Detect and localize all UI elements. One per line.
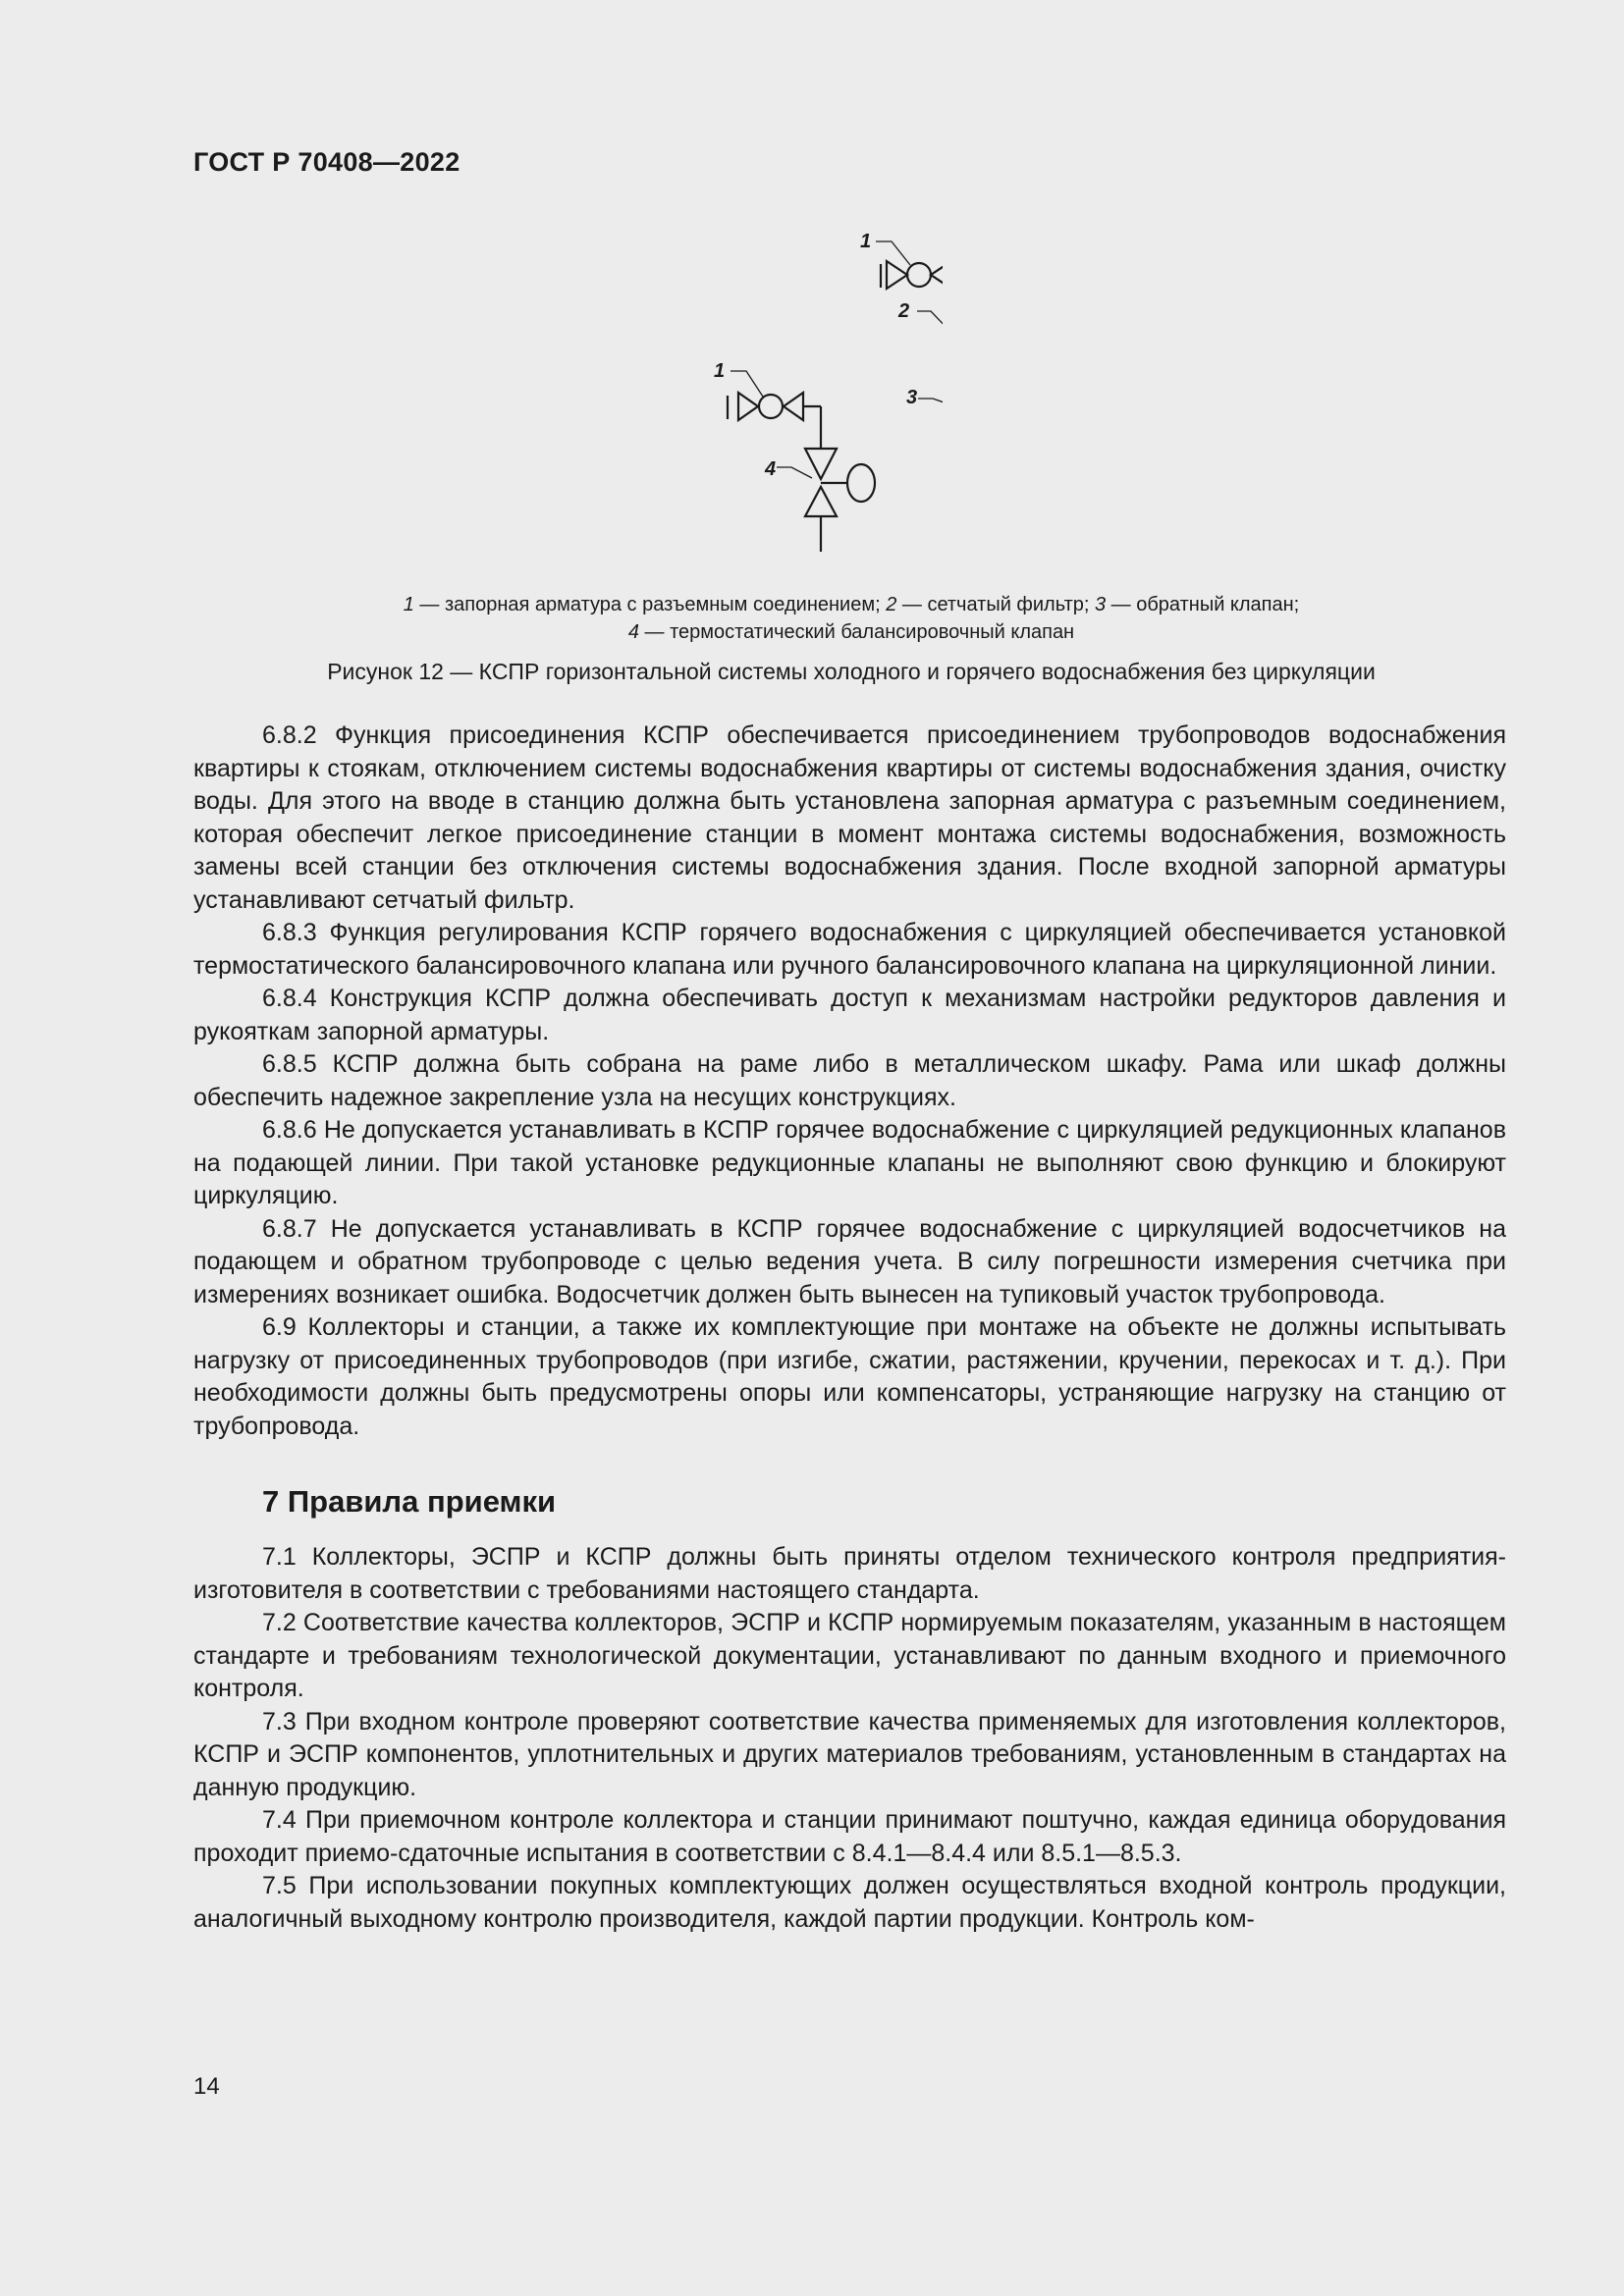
legend-number: 1 — [403, 594, 414, 615]
paragraph: 6.8.3 Функция регулирования КСПР горячего водоснабжения с циркуляцией обеспечивается установкой термостатического балансировочного клапана или ручного балансировочного клапана на циркуляционной линии. — [193, 919, 1506, 980]
figure-legend — [193, 591, 1509, 646]
paragraph: 7.3 При входном контроле проверяют соответствие качества применяемых для изготовления коллекторов, КСПР и ЭСПР компонентов, уплотнительных и других материалов требованиям, установленным в стандартах на данную продукцию. — [193, 1707, 1506, 1801]
paragraph: 7.1 Коллекторы, ЭСПР и КСПР должны быть приняты отделом технического контроля предприятия-изготовителя в соответствии с требованиями настоящего стандарта. — [193, 1543, 1506, 1604]
section-heading: 7 Правила приемки — [262, 1484, 557, 1519]
callout-leaders — [731, 241, 943, 478]
legend-text: — сетчатый фильтр; — [896, 594, 1095, 615]
legend-line-1 — [193, 591, 1509, 618]
legend-number: 3 — [1094, 594, 1107, 615]
paragraph: 6.8.2 Функция присоединения КСПР обеспечивается присоединением трубопроводов водоснабжения квартиры к стоякам, отключением системы водоснабжения квартиры от системы водоснабжения здания, очистку воды. Для этого на вводе в станцию должна быть установлена запорная арматура с разъемным соединением, которая обеспечит легкое присоединение станции в момент монтажа системы водоснабжения, возможность замены всей станции без отключения системы водоснабжения здания. После входной запорной арматуры устанавливают сетчатый фильтр. — [193, 721, 1506, 914]
document-id-header: ГОСТ Р 70408—2022 — [193, 147, 460, 177]
document-body — [193, 720, 1506, 1936]
paragraph: 7.4 При приемочном контроле коллектора и станции принимают поштучно, каждая единица оборудования проходит приемо-сдаточные испытания в соответствии с 8.4.1—8.4.4 или 8.5.1—8.5.3. — [193, 1806, 1506, 1867]
callout-label: 3 — [906, 387, 918, 408]
callout-label: 1 — [860, 231, 872, 252]
upper-ball-valve-symbol — [881, 261, 943, 289]
page-number: 14 — [193, 2073, 220, 2100]
paragraph: 6.8.5 КСПР должна быть собрана на раме либо в металлическом шкафу. Рама или шкаф должны обеспечить надежное закрепление узла на несущих конструкциях. — [193, 1050, 1506, 1111]
lower-ball-valve-symbol — [728, 393, 821, 420]
paragraph: 7.2 Соответствие качества коллекторов, ЭСПР и КСПР нормируемым показателям, указанным в настоящем стандарте и требованиям технологической документации, устанавливают по данным входного и приемочного контроля. — [193, 1609, 1506, 1702]
callout-label: 4 — [765, 458, 777, 480]
paragraph: 6.9 Коллекторы и станции, а также их комплектующие при монтаже на объекте не должны испытывать нагрузку от присоединенных трубопроводов (при изгибе, сжатии, растяжении, кручении, перекосах и т. д.). При необходимости должны быть предусмотрены опоры или компенсаторы, устраняющие нагрузку на станцию от трубопровода. — [193, 1313, 1506, 1440]
paragraph: 6.8.4 Конструкция КСПР должна обеспечивать доступ к механизмам настройки редукторов давления и рукояткам запорной арматуры. — [193, 985, 1506, 1045]
callout-label: 2 — [898, 300, 910, 322]
legend-text: — обратный клапан; — [1106, 594, 1300, 615]
paragraph: 6.8.6 Не допускается устанавливать в КСПР горячее водоснабжение с циркуляцией редукционных клапанов на подающей линии. При такой установке редукционные клапаны не выполняют свою функцию и блокируют циркуляцию. — [193, 1116, 1506, 1209]
legend-number: 4 — [627, 621, 639, 643]
thermostatic-balancing-valve-symbol — [805, 449, 875, 516]
legend-text: — термостатический балансировочный клапан — [639, 621, 1075, 643]
figure-12-schematic — [687, 221, 943, 560]
figure-caption: Рисунок 12 — КСПР горизонтальной системы холодного и горячего водоснабжения без циркуляции — [327, 659, 1376, 684]
paragraph: 6.8.7 Не допускается устанавливать в КСПР горячее водоснабжение с циркуляцией водосчетчиков на подающем и обратном трубопроводе с целью ведения учета. В силу погрешности измерения счетчика при измерениях возникает ошибка. Водосчетчик должен быть вынесен на тупиковый участок трубопровода. — [193, 1214, 1506, 1308]
legend-line-2 — [193, 618, 1509, 646]
legend-number: 2 — [886, 594, 897, 615]
legend-text: — запорная арматура с разъемным соединением; — [413, 594, 887, 615]
callout-label: 1 — [714, 360, 726, 382]
paragraph: 7.5 При использовании покупных комплектующих должен осуществляться входной контроль продукции, аналогичный выходному контролю производителя, каждой партии продукции. Контроль ком- — [193, 1872, 1506, 1933]
